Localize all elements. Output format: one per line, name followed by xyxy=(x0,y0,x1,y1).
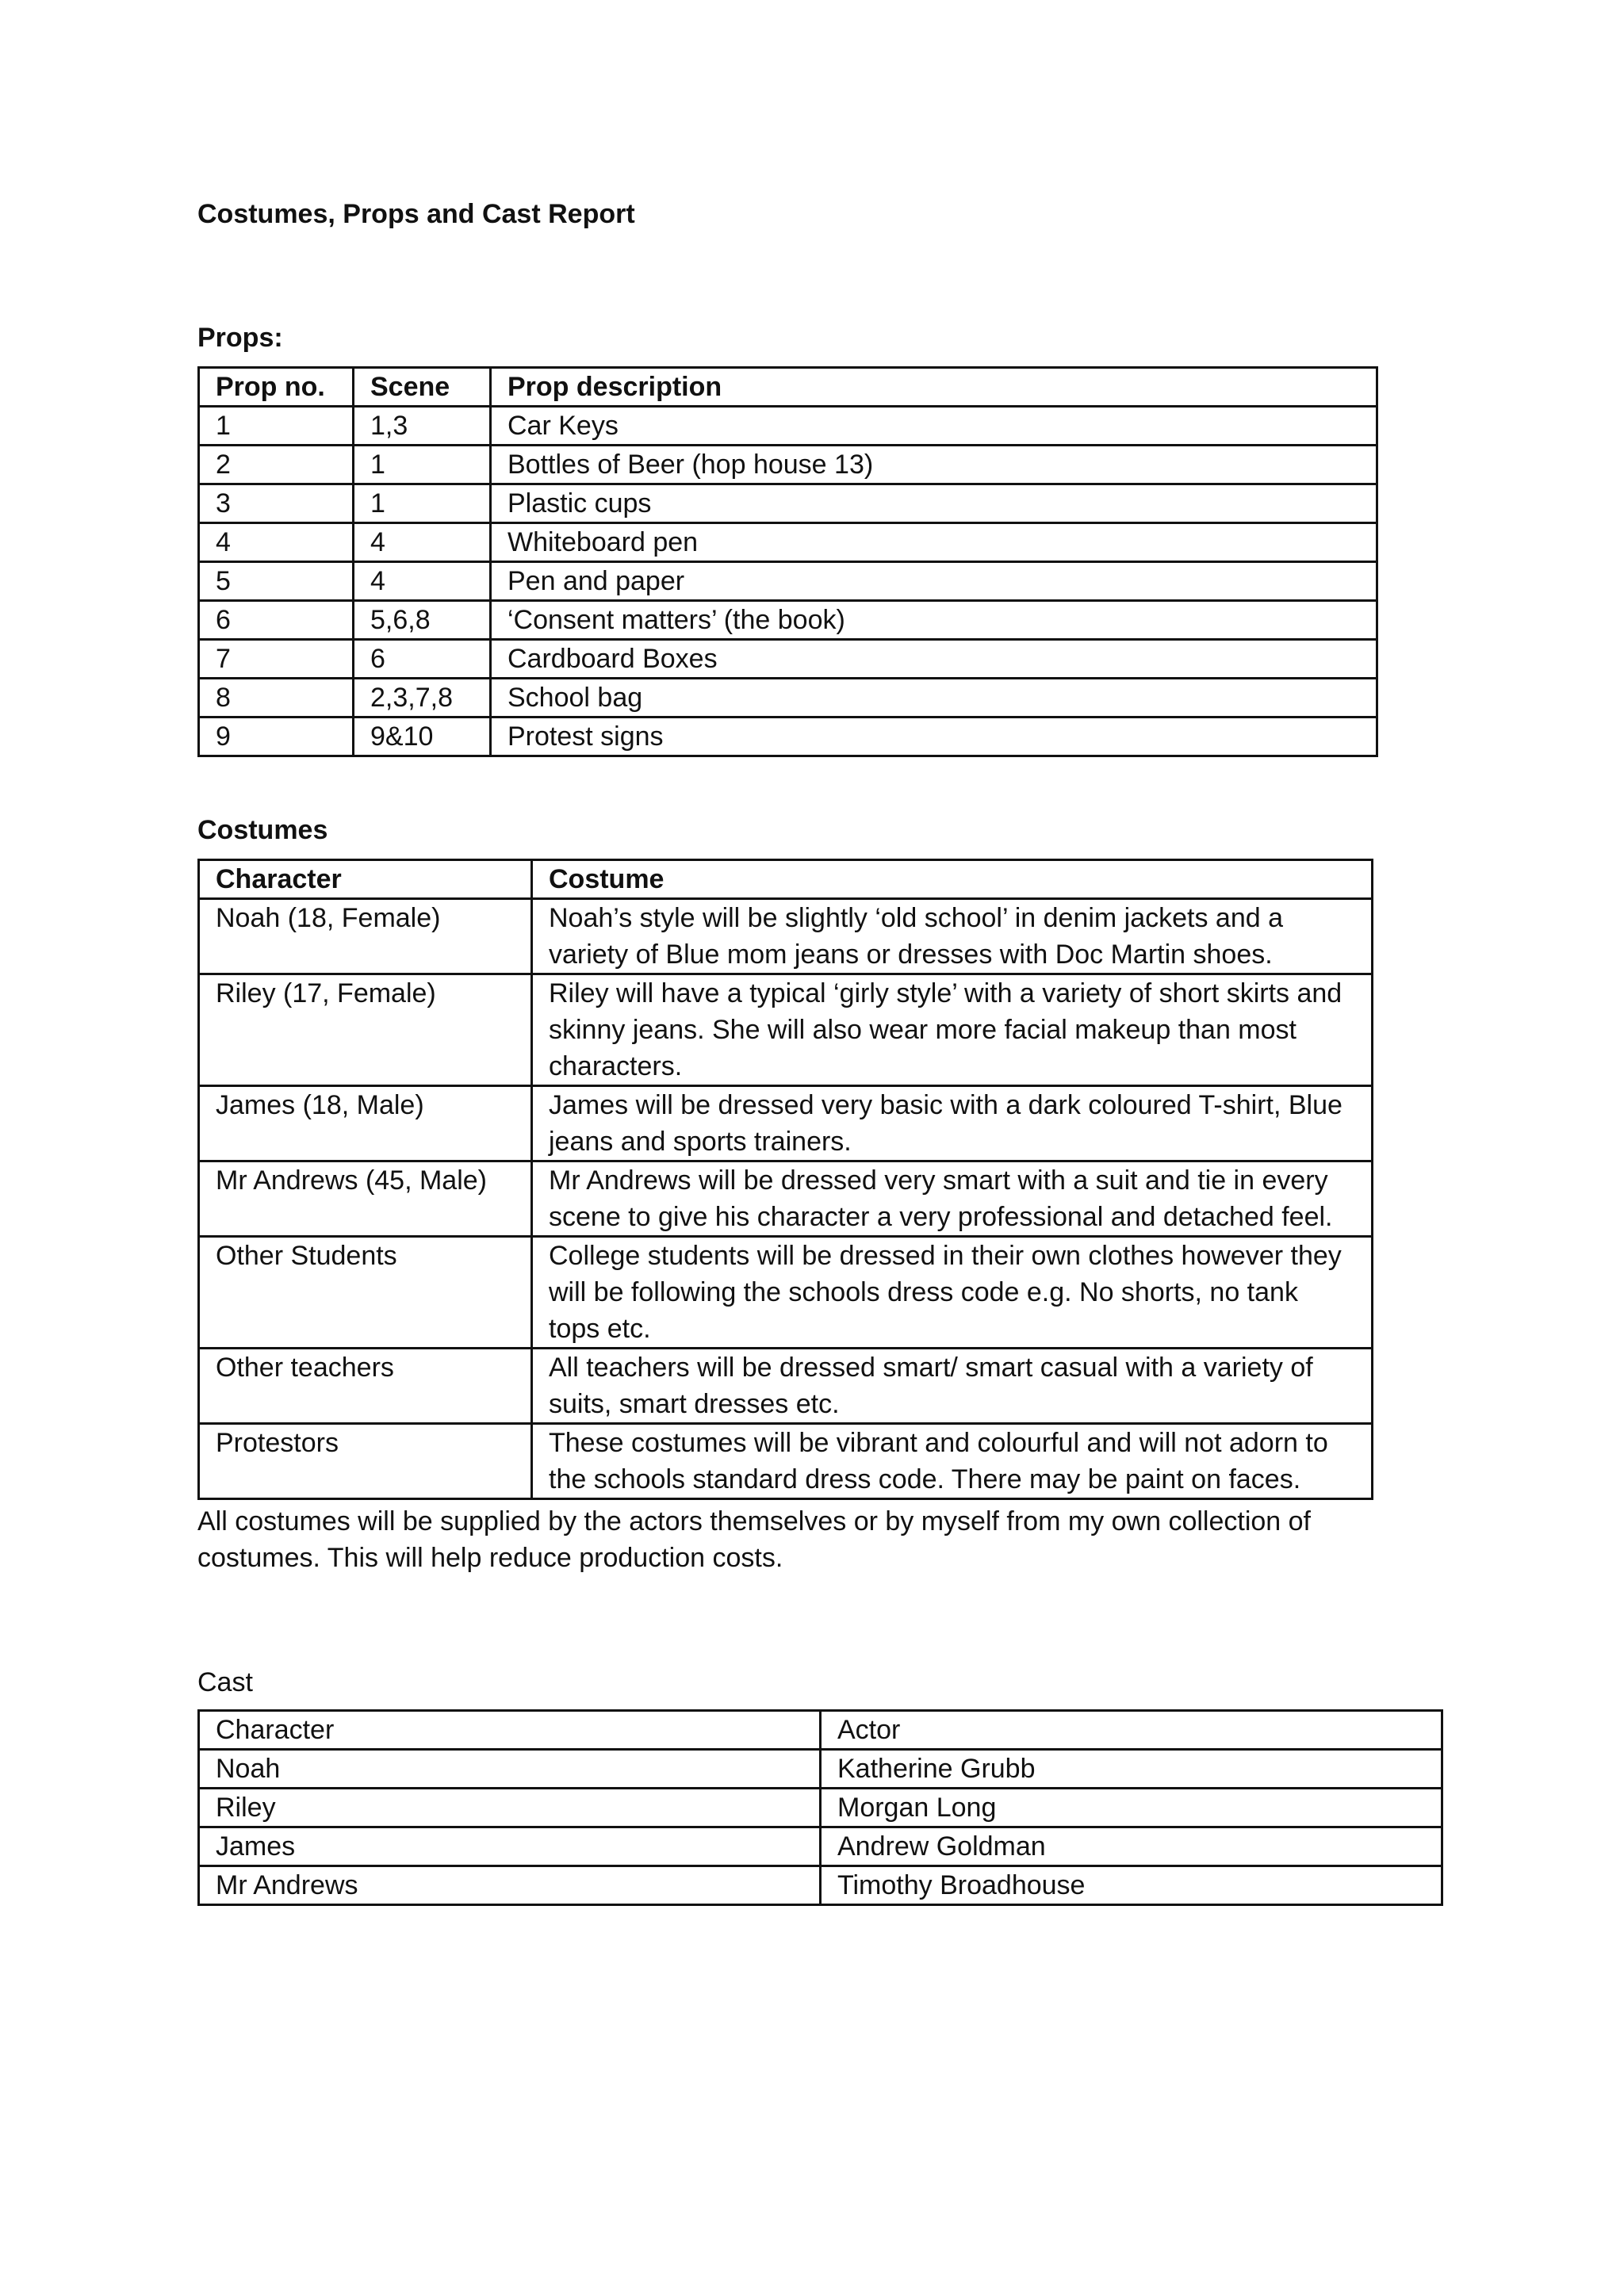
table-row xyxy=(199,1237,1373,1349)
table-row xyxy=(199,1827,1442,1866)
props-header-description: Prop description xyxy=(491,368,1377,407)
costume-description: Mr Andrews will be dressed very smart with a suit and tie in every scene to give his character a very professional and detached feel. xyxy=(532,1161,1373,1237)
costume-character: Other Students xyxy=(199,1237,532,1349)
props-table xyxy=(197,366,1378,757)
prop-description: School bag xyxy=(491,679,1377,718)
table-row xyxy=(199,407,1377,446)
costume-description: These costumes will be vibrant and colourful and will not adorn to the schools standard dress code. There may be paint on faces. xyxy=(532,1424,1373,1499)
prop-scene: 1,3 xyxy=(354,407,491,446)
prop-scene: 1 xyxy=(354,484,491,523)
prop-number: 1 xyxy=(199,407,354,446)
costumes-header-row xyxy=(199,860,1373,899)
table-row xyxy=(199,601,1377,640)
prop-description: Car Keys xyxy=(491,407,1377,446)
prop-description: Pen and paper xyxy=(491,562,1377,601)
prop-description: ‘Consent matters’ (the book) xyxy=(491,601,1377,640)
prop-description: Protest signs xyxy=(491,718,1377,756)
costume-description: Riley will have a typical ‘girly style’ with a variety of short skirts and skinny jeans. She will also wear more facial makeup than most characters. xyxy=(532,974,1373,1086)
document-title: Costumes, Props and Cast Report xyxy=(197,199,635,229)
prop-number: 7 xyxy=(199,640,354,679)
table-row xyxy=(199,523,1377,562)
table-row xyxy=(199,562,1377,601)
table-row xyxy=(199,1424,1373,1499)
costumes-header-costume: Costume xyxy=(532,860,1373,899)
prop-scene: 2,3,7,8 xyxy=(354,679,491,718)
costume-character: Riley (17, Female) xyxy=(199,974,532,1086)
prop-scene: 5,6,8 xyxy=(354,601,491,640)
cast-table xyxy=(197,1709,1443,1906)
costume-character: James (18, Male) xyxy=(199,1086,532,1161)
costumes-table xyxy=(197,859,1373,1500)
table-row xyxy=(199,899,1373,974)
cast-actor: Morgan Long xyxy=(821,1789,1442,1827)
costume-description: College students will be dressed in their own clothes however they will be following the schools dress code e.g. No shorts, no tank tops etc. xyxy=(532,1237,1373,1349)
table-row xyxy=(199,484,1377,523)
prop-description: Whiteboard pen xyxy=(491,523,1377,562)
cast-actor: Katherine Grubb xyxy=(821,1750,1442,1789)
costumes-heading: Costumes xyxy=(197,815,328,845)
costume-description: James will be dressed very basic with a dark coloured T-shirt, Blue jeans and sports trainers. xyxy=(532,1086,1373,1161)
costume-description: Noah’s style will be slightly ‘old school’ in denim jackets and a variety of Blue mom jeans or dresses with Doc Martin shoes. xyxy=(532,899,1373,974)
props-heading: Props: xyxy=(197,323,283,353)
table-row xyxy=(199,718,1377,756)
cast-character: Riley xyxy=(199,1789,821,1827)
costume-description: All teachers will be dressed smart/ smart casual with a variety of suits, smart dresses etc. xyxy=(532,1349,1373,1424)
prop-number: 2 xyxy=(199,446,354,484)
costume-character: Noah (18, Female) xyxy=(199,899,532,974)
cast-header-row xyxy=(199,1711,1442,1750)
table-row xyxy=(199,1866,1442,1905)
props-header-prop-no: Prop no. xyxy=(199,368,354,407)
document-page xyxy=(197,197,1466,1906)
table-row xyxy=(199,1349,1373,1424)
costume-character: Protestors xyxy=(199,1424,532,1499)
prop-number: 3 xyxy=(199,484,354,523)
prop-description: Bottles of Beer (hop house 13) xyxy=(491,446,1377,484)
props-header-scene: Scene xyxy=(354,368,491,407)
costumes-note: All costumes will be supplied by the actors themselves or by myself from my own collection of costumes. This will help reduce production costs. xyxy=(197,1506,1311,1573)
table-row xyxy=(199,1161,1373,1237)
costumes-header-character: Character xyxy=(199,860,532,899)
prop-number: 9 xyxy=(199,718,354,756)
prop-description: Cardboard Boxes xyxy=(491,640,1377,679)
cast-character: James xyxy=(199,1827,821,1866)
table-row xyxy=(199,679,1377,718)
prop-number: 8 xyxy=(199,679,354,718)
cast-heading: Cast xyxy=(197,1667,253,1697)
table-row xyxy=(199,446,1377,484)
cast-actor: Timothy Broadhouse xyxy=(821,1866,1442,1905)
prop-number: 6 xyxy=(199,601,354,640)
prop-scene: 6 xyxy=(354,640,491,679)
table-row xyxy=(199,640,1377,679)
cast-actor: Andrew Goldman xyxy=(821,1827,1442,1866)
prop-scene: 1 xyxy=(354,446,491,484)
prop-description: Plastic cups xyxy=(491,484,1377,523)
prop-scene: 9&10 xyxy=(354,718,491,756)
cast-character: Mr Andrews xyxy=(199,1866,821,1905)
prop-scene: 4 xyxy=(354,523,491,562)
cast-character: Noah xyxy=(199,1750,821,1789)
props-header-row xyxy=(199,368,1377,407)
cast-header-actor: Actor xyxy=(821,1711,1442,1750)
prop-scene: 4 xyxy=(354,562,491,601)
table-row xyxy=(199,1750,1442,1789)
prop-number: 5 xyxy=(199,562,354,601)
costume-character: Mr Andrews (45, Male) xyxy=(199,1161,532,1237)
costume-character: Other teachers xyxy=(199,1349,532,1424)
table-row xyxy=(199,1086,1373,1161)
prop-number: 4 xyxy=(199,523,354,562)
table-row xyxy=(199,1789,1442,1827)
cast-header-character: Character xyxy=(199,1711,821,1750)
table-row xyxy=(199,974,1373,1086)
